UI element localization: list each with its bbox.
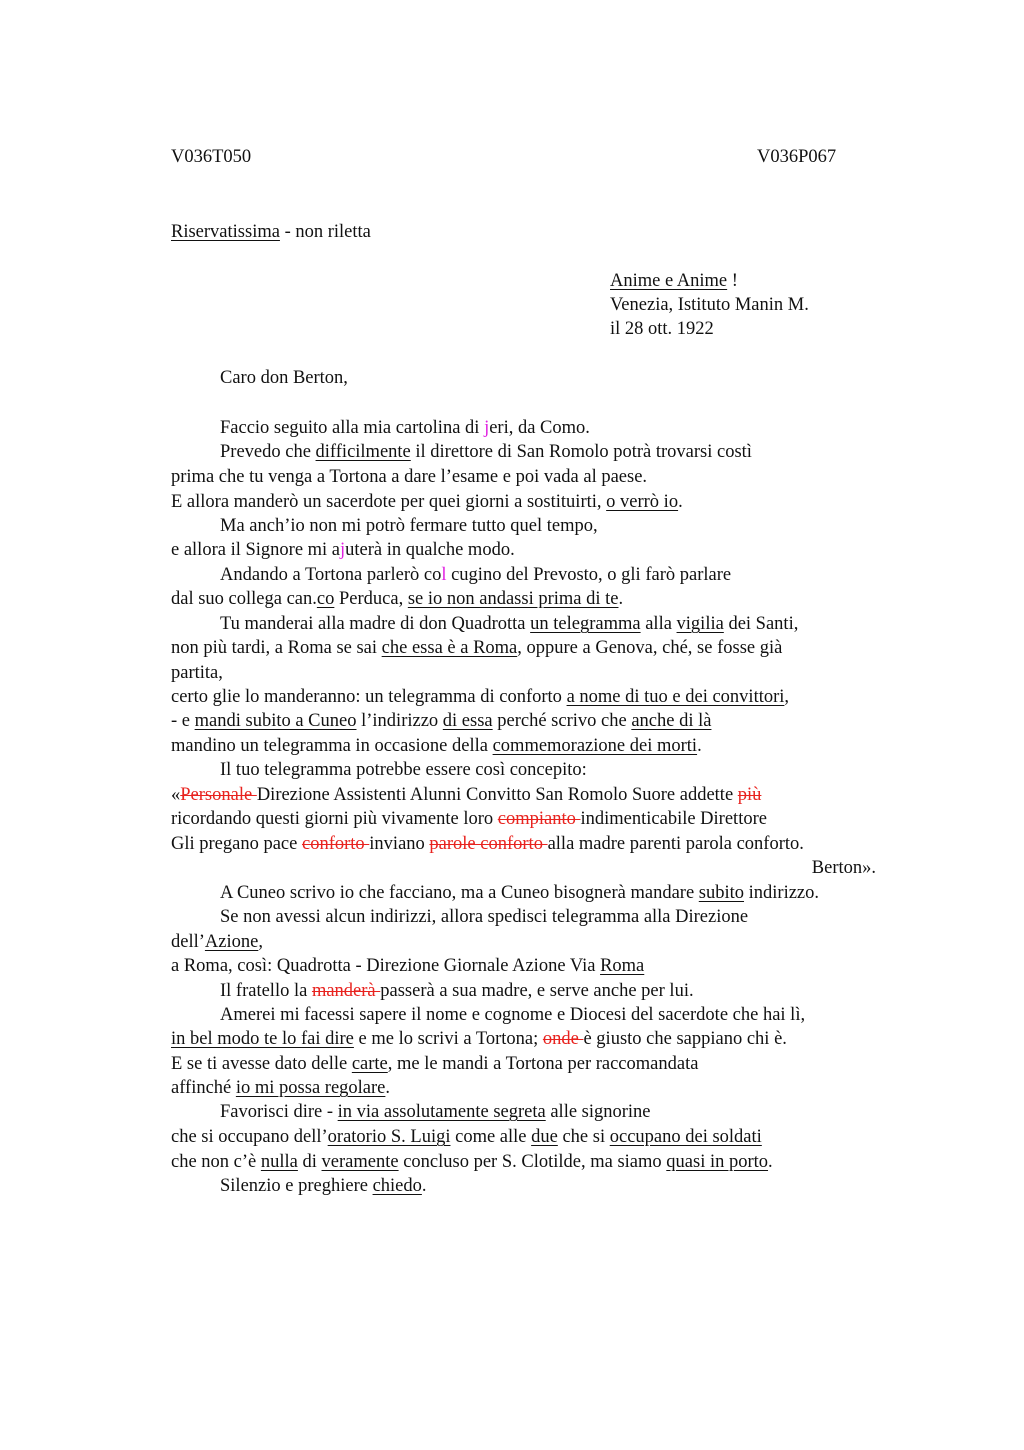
body-line <box>220 612 798 636</box>
text-run: Berton». <box>811 858 876 878</box>
text-run: e me lo scrivi a Tortona; <box>353 1029 543 1049</box>
text-run: alla <box>640 614 677 634</box>
text-run: alla madre parenti parola conforto. <box>547 834 804 854</box>
underlined-text: un telegramma <box>530 614 641 634</box>
body-line <box>220 881 819 905</box>
body-line <box>220 905 748 929</box>
body-line <box>171 1027 787 1051</box>
body-line <box>171 1076 390 1100</box>
underlined-text: commemorazione dei morti <box>492 736 698 756</box>
underlined-text: chiedo <box>372 1176 422 1196</box>
text-run: Se non avessi alcun indirizzi, allora spedisci telegramma alla Direzione <box>220 907 749 927</box>
underlined-text: co <box>316 589 335 609</box>
deleted-text: onde <box>542 1029 584 1049</box>
text-run: Perduca, <box>334 589 408 609</box>
body-line <box>171 709 711 733</box>
text-run: Prevedo che <box>220 442 316 462</box>
confidentiality-note-underlined: Riservatissima <box>171 222 280 242</box>
text-run: cugino del Prevosto, o gli farò parlare <box>446 565 732 585</box>
text-run: di <box>297 1152 322 1172</box>
underlined-text: quasi in porto <box>666 1152 769 1172</box>
text-run: dell’ <box>171 932 205 952</box>
body-line <box>220 1174 427 1198</box>
body-line <box>171 783 761 807</box>
body-line <box>171 930 263 954</box>
body-line <box>171 587 623 611</box>
underlined-text: mandi subito a Cuneo <box>194 711 357 731</box>
underlined-text: in via assolutamente segreta <box>337 1102 546 1122</box>
deleted-text: Personale <box>180 785 257 805</box>
letter-date: il 28 ott. 1922 <box>610 319 714 339</box>
underlined-text: se io non andassi prima di te <box>407 589 619 609</box>
text-run: inviano <box>369 834 430 854</box>
text-run: . <box>421 1176 427 1196</box>
text-run: , oppure a Genova, ché, se fosse già <box>517 638 783 658</box>
body-line <box>220 514 598 538</box>
body-line <box>220 416 590 440</box>
body-line <box>220 1100 651 1124</box>
text-run: passerà a sua madre, e serve anche per lui. <box>380 981 694 1001</box>
body-line <box>171 685 789 709</box>
text-run: Faccio seguito alla mia cartolina di <box>220 418 485 438</box>
text-run: eri, da Como. <box>489 418 590 438</box>
deleted-text: più <box>737 785 762 805</box>
text-run: E se ti avesse dato delle <box>171 1054 352 1074</box>
inserted-correction: j <box>484 418 490 438</box>
text-run: dal suo collega can. <box>171 589 317 609</box>
text-run: indimenticabile Direttore <box>580 809 767 829</box>
text-run: concluso per S. Clotilde, ma siamo <box>398 1152 667 1172</box>
body-line <box>220 563 731 587</box>
text-run: Silenzio e preghiere <box>220 1176 373 1196</box>
underlined-text: carte <box>351 1054 388 1074</box>
letter-motto <box>610 271 738 292</box>
text-run: . <box>385 1078 391 1098</box>
salutation: Caro don Berton, <box>220 368 348 388</box>
text-run: dei Santi, <box>723 614 799 634</box>
body-line <box>171 465 647 489</box>
underlined-text: veramente <box>321 1152 399 1172</box>
body-line <box>220 979 694 1003</box>
text-run: « <box>171 785 181 805</box>
confidentiality-note-rest: - non riletta <box>279 222 371 242</box>
underlined-text: oratorio S. Luigi <box>327 1127 451 1147</box>
text-run: Gli pregano pace <box>171 834 302 854</box>
archive-code-left: V036T050 <box>171 147 252 167</box>
text-run: , me le mandi a Tortona per raccomandata <box>387 1054 699 1074</box>
text-run: Andando a Tortona parlerò co <box>220 565 442 585</box>
body-line <box>171 1150 773 1174</box>
body-line <box>220 440 752 464</box>
text-run: E allora manderò un sacerdote per quei giorni a sostituirti, <box>171 492 607 512</box>
deleted-text: compianto <box>497 809 581 829</box>
text-run: Direzione Assistenti Alunni Convitto San Romolo Suore addette <box>256 785 738 805</box>
archive-code-right: V036P067 <box>757 147 837 167</box>
body-line <box>171 807 767 831</box>
text-run: indirizzo. <box>744 883 820 903</box>
body-line <box>171 1052 698 1076</box>
text-run: Tu manderai alla madre di don Quadrotta <box>220 614 531 634</box>
text-run: certo glie lo manderanno: un telegramma di conforto <box>171 687 567 707</box>
body-line <box>171 661 223 685</box>
body-line <box>171 832 804 856</box>
underlined-text: anche di là <box>631 711 712 731</box>
text-run: - e <box>171 711 195 731</box>
underlined-text: subito <box>698 883 745 903</box>
body-line <box>220 758 587 782</box>
underlined-text: Roma <box>600 956 645 976</box>
text-run: Il tuo telegramma potrebbe essere così concepito: <box>220 760 587 780</box>
letter-place: Venezia, Istituto Manin M. <box>610 295 809 315</box>
text-run: Favorisci dire - <box>220 1102 338 1122</box>
deleted-text: conforto <box>301 834 370 854</box>
body-line <box>171 1125 762 1149</box>
confidentiality-note <box>171 222 371 243</box>
text-run: . <box>678 492 683 512</box>
text-run: l’indirizzo <box>356 711 443 731</box>
body-line <box>171 636 782 660</box>
body-line <box>171 538 515 562</box>
deleted-text: manderà <box>311 981 381 1001</box>
text-run: che non c’è <box>171 1152 261 1172</box>
body-line <box>220 1003 805 1027</box>
text-run: prima che tu venga a Tortona a dare l’esame e poi vada al paese. <box>171 467 648 487</box>
underlined-text: nulla <box>260 1152 298 1172</box>
underlined-text: vigilia <box>676 614 724 634</box>
underlined-text: io mi possa regolare <box>235 1078 386 1098</box>
inserted-correction: j <box>340 540 346 560</box>
underlined-text: in bel modo te lo fai dire <box>171 1029 354 1049</box>
underlined-text: Azione <box>204 932 259 952</box>
text-run: a Roma, così: Quadrotta - Direzione Giornale Azione Via <box>171 956 601 976</box>
text-run: partita, <box>171 663 223 683</box>
text-run: uterà in qualche modo. <box>345 540 515 560</box>
underlined-text: a nome di tuo e dei convittori <box>566 687 785 707</box>
text-run: alle signorine <box>545 1102 651 1122</box>
text-run: che si <box>557 1127 610 1147</box>
deleted-text: parole conforto <box>429 834 548 854</box>
text-run: è giusto che sappiano chi è. <box>583 1029 787 1049</box>
text-run: A Cuneo scrivo io che facciano, ma a Cuneo bisognerà mandare <box>220 883 699 903</box>
text-run: e allora il Signore mi a <box>171 540 341 560</box>
text-run: , <box>784 687 790 707</box>
text-run: , <box>258 932 263 952</box>
body-line <box>171 734 702 758</box>
underlined-text: o verrò io <box>606 492 679 512</box>
text-run: perché scrivo che <box>492 711 632 731</box>
inserted-correction: l <box>441 565 447 585</box>
letter-motto-underlined: Anime e Anime <box>610 271 728 291</box>
text-run: Il fratello la <box>220 981 312 1001</box>
text-run: Ma anch’io non mi potrò fermare tutto quel tempo, <box>220 516 598 536</box>
text-run: il direttore di San Romolo potrà trovarsi costì <box>410 442 752 462</box>
text-run: ricordando questi giorni più vivamente loro <box>171 809 498 829</box>
underlined-text: difficilmente <box>315 442 411 462</box>
text-run: Amerei mi facessi sapere il nome e cognome e Diocesi del sacerdote che hai lì, <box>220 1005 806 1025</box>
text-run: mandino un telegramma in occasione della <box>171 736 493 756</box>
letter-motto-rest: ! <box>727 271 738 291</box>
underlined-text: occupano dei soldati <box>609 1127 762 1147</box>
text-run: . <box>768 1152 773 1172</box>
text-run: non più tardi, a Roma se sai <box>171 638 382 658</box>
underlined-text: di essa <box>442 711 493 731</box>
text-run: che si occupano dell’ <box>171 1127 328 1147</box>
underlined-text: che essa è a Roma <box>381 638 518 658</box>
body-line <box>171 490 683 514</box>
body-line <box>171 954 644 978</box>
text-run: affinché <box>171 1078 236 1098</box>
text-run: . <box>697 736 702 756</box>
text-run: come alle <box>450 1127 532 1147</box>
text-run: . <box>618 589 624 609</box>
body-line-signature <box>812 856 876 880</box>
underlined-text: due <box>531 1127 558 1147</box>
